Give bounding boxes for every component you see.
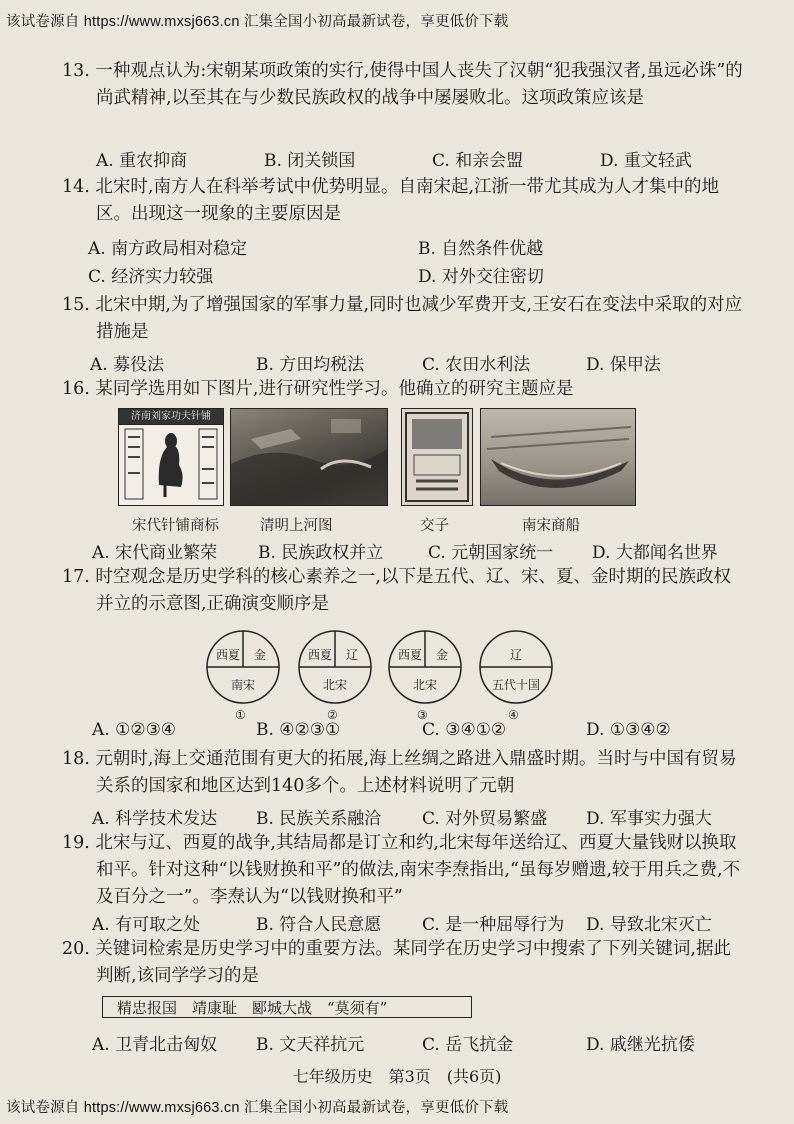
option-c: C. 经济实力较强 xyxy=(88,267,214,287)
option-b: B. 方田均税法 xyxy=(256,355,365,375)
question-15-stem: 15. 北宋中期,为了增强国家的军事力量,同时也减少军费开支,王安石在变法中采取的对应措施是 xyxy=(62,295,743,342)
option-a: A. 卫青北击匈奴 xyxy=(92,1035,218,1055)
question-20-stem: 20. 关键词检索是历史学习中的重要方法。某同学在历史学习中搜索了下列关键词,据此判断,该同学学习的是 xyxy=(62,939,731,986)
song-merchant-ship-image xyxy=(480,408,636,506)
option-a: A. 重农抑商 xyxy=(96,151,188,171)
option-a: A. 募役法 xyxy=(90,355,165,375)
option-d: D. 大都闻名世界 xyxy=(592,543,718,563)
keyword-box: 精忠报国 靖康耻 郾城大战 “莫须有” xyxy=(102,996,472,1018)
question-13-options xyxy=(96,146,692,171)
caption-1: 宋代针铺商标 xyxy=(132,518,219,534)
option-d: D. ①③④② xyxy=(586,720,671,740)
region-top-right: 金 xyxy=(436,648,449,662)
question-18-stem: 18. 元朝时,海上交通范围有更大的拓展,海上丝绸之路进入鼎盛时期。当时与中国有贸易关系的国家和地区达到140多个。上述材料说明了元朝 xyxy=(62,749,737,796)
rabbit-trademark-icon xyxy=(119,425,223,505)
region-top-left: 西夏 xyxy=(216,648,241,662)
question-16-stem: 16. 某同学选用如下图片,进行研究性学习。他确立的研究主题应是 xyxy=(62,379,574,399)
option-c: C. ③④①② xyxy=(422,720,507,740)
regime-diagram-2 xyxy=(296,628,374,722)
question-19-stem: 19. 北宋与辽、西夏的战争,其结局都是订立和约,北宋每年送给辽、西夏大量钱财以换取和平。针对这种“以钱财换和平”的做法,南宋李焘指出,“虽每岁赠遗,较于用兵之费,不及百分之一”。李焘认为“以钱财换和平” xyxy=(62,833,741,907)
option-c: C. 元朝国家统一 xyxy=(428,543,554,563)
caption-4: 南宋商船 xyxy=(522,518,580,534)
option-b: B. 自然条件优越 xyxy=(418,239,544,259)
region-bottom: 北宋 xyxy=(323,678,348,692)
qingming-scroll-image xyxy=(230,408,388,506)
option-d: D. 对外交往密切 xyxy=(418,267,544,287)
question-16-options xyxy=(92,538,718,563)
jiaozi-note-image xyxy=(401,408,473,506)
page-footer: 七年级历史 第3页 (共6页) xyxy=(292,1067,502,1086)
option-d: D. 保甲法 xyxy=(586,355,661,375)
option-a: A. ①②③④ xyxy=(92,720,177,740)
regime-diagram-1 xyxy=(204,628,282,722)
regime-diagram-4 xyxy=(476,628,556,722)
footer-watermark: 该试卷源自 https://www.mxsj663.cn 汇集全国小初高最新试卷，享更低价下载 xyxy=(6,1100,509,1116)
header-watermark: 该试卷源自 https://www.mxsj663.cn 汇集全国小初高最新试卷，享更低价下载 xyxy=(6,14,509,30)
regime-diagram-3 xyxy=(386,628,464,722)
option-d: D. 戚继光抗倭 xyxy=(586,1035,695,1055)
question-20-options xyxy=(92,1030,695,1055)
option-c: C. 岳飞抗金 xyxy=(422,1035,514,1055)
option-c: C. 是一种屈辱行为 xyxy=(422,915,565,935)
diagram-number: ③ xyxy=(417,708,428,722)
question-14-options-row1 xyxy=(88,234,543,259)
option-c: C. 和亲会盟 xyxy=(432,151,524,171)
option-b: B. 符合人民意愿 xyxy=(256,915,382,935)
option-d: D. 军事实力强大 xyxy=(586,809,712,829)
region-top-left: 西夏 xyxy=(308,648,333,662)
region-bottom: 北宋 xyxy=(413,678,438,692)
option-a: A. 南方政局相对稳定 xyxy=(88,239,248,259)
diagram-number: ① xyxy=(235,708,246,722)
option-d: D. 导致北宋灭亡 xyxy=(586,915,712,935)
option-b: B. 民族政权并立 xyxy=(258,543,384,563)
region-bottom: 五代十国 xyxy=(492,678,541,692)
region-top: 辽 xyxy=(510,648,523,662)
option-b: B. 文天祥抗元 xyxy=(256,1035,365,1055)
region-bottom: 南宋 xyxy=(231,678,256,692)
diagram-number: ② xyxy=(327,708,338,722)
option-c: C. 对外贸易繁盛 xyxy=(422,809,548,829)
option-a: A. 科学技术发达 xyxy=(92,809,218,829)
question-14-stem: 14. 北宋时,南方人在科举考试中优势明显。自南宋起,江浙一带尤其成为人才集中的地区。出现这一现象的主要原因是 xyxy=(62,177,720,224)
diagram-number: ④ xyxy=(508,708,519,722)
option-c: C. 农田水利法 xyxy=(422,355,531,375)
question-17-stem: 17. 时空观念是历史学科的核心素养之一,以下是五代、辽、宋、夏、金时期的民族政权并立的示意图,正确演变顺序是 xyxy=(62,567,731,614)
option-d: D. 重文轻武 xyxy=(600,151,692,171)
needle-shop-sign-image xyxy=(118,408,224,506)
region-top-left: 西夏 xyxy=(398,648,423,662)
caption-3: 交子 xyxy=(420,518,449,534)
option-a: A. 宋代商业繁荣 xyxy=(92,543,218,563)
sign-header: 济南刘家功夫针铺 xyxy=(119,409,223,425)
region-top-right: 辽 xyxy=(346,648,359,662)
question-17-options xyxy=(92,720,671,740)
caption-2: 清明上河图 xyxy=(260,518,333,534)
question-15-options xyxy=(90,350,661,375)
option-a: A. 有可取之处 xyxy=(92,915,201,935)
question-13-stem: 13. 一种观点认为:宋朝某项政策的实行,使得中国人丧失了汉朝“犯我强汉者,虽远必诛”的尚武精神,以至其在与少数民族政权的战争中屡屡败北。这项政策应该是 xyxy=(62,61,743,108)
option-b: B. ④②③① xyxy=(256,720,341,740)
question-18-options xyxy=(92,804,712,829)
region-top-right: 金 xyxy=(254,648,267,662)
option-b: B. 民族关系融洽 xyxy=(256,809,382,829)
question-19-options xyxy=(92,910,712,935)
option-b: B. 闭关锁国 xyxy=(264,151,356,171)
question-14-options-row2 xyxy=(88,262,544,287)
